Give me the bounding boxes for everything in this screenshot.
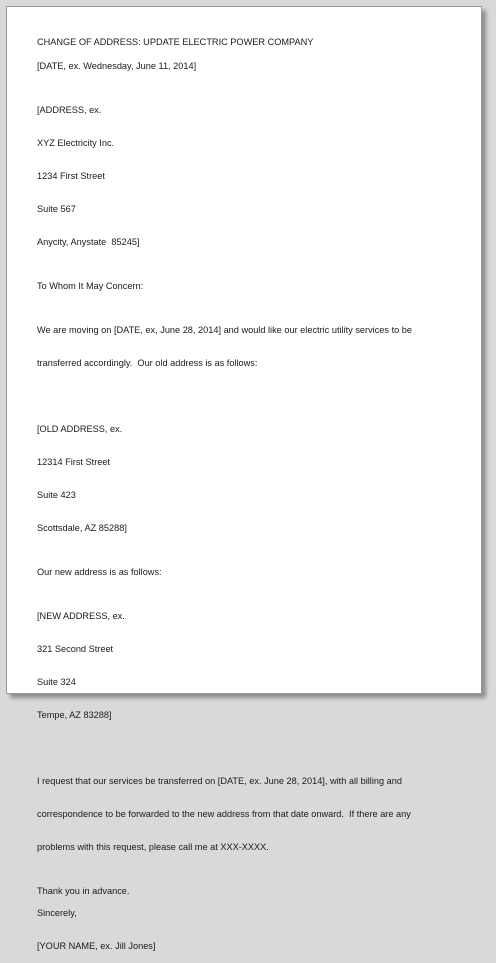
new-address-line: Suite 324 <box>37 677 76 687</box>
recipient-line: 1234 First Street <box>37 171 105 181</box>
signature-gap <box>37 930 467 941</box>
new-address-line: Tempe, AZ 83288] <box>37 710 112 720</box>
request-paragraph <box>37 754 467 875</box>
old-address-line: Suite 423 <box>37 490 76 500</box>
recipient-line: XYZ Electricity Inc. <box>37 138 115 148</box>
thanks-line: Thank you in advance. <box>37 886 130 896</box>
letter-body <box>37 37 467 963</box>
intro-line: We are moving on [DATE, ex, June 28, 2014] and would like our electric utility services to be <box>37 325 412 335</box>
recipient-line: Anycity, Anystate 85245] <box>37 237 140 247</box>
recipient-line: [ADDRESS, ex. <box>37 105 102 115</box>
new-address <box>37 589 467 743</box>
recipient-line: Suite 567 <box>37 204 76 214</box>
request-line: I request that our services be transferred on [DATE, ex. June 28, 2014], with all billing and <box>37 776 402 786</box>
new-address-intro: Our new address is as follows: <box>37 567 162 577</box>
old-address-line: Scottsdale, AZ 85288] <box>37 523 127 533</box>
new-address-line: [NEW ADDRESS, ex. <box>37 611 125 621</box>
old-address-line: 12314 First Street <box>37 457 111 467</box>
recipient-address <box>37 83 467 270</box>
old-address-line: [OLD ADDRESS, ex. <box>37 424 123 434</box>
new-address-line: 321 Second Street <box>37 644 114 654</box>
intro-paragraph <box>37 303 467 391</box>
letter-date: [DATE, ex. Wednesday, June 11, 2014] <box>37 61 197 71</box>
letter-heading: CHANGE OF ADDRESS: UPDATE ELECTRIC POWER COMPANY <box>37 37 314 47</box>
salutation: To Whom It May Concern: <box>37 281 144 291</box>
request-line: problems with this request, please call me at XXX-XXXX. <box>37 842 269 852</box>
old-address <box>37 402 467 556</box>
intro-line: transferred accordingly. Our old address is as follows: <box>37 358 258 368</box>
document-page <box>6 6 482 951</box>
signature-name: [YOUR NAME, ex. Jill Jones] <box>37 941 156 951</box>
closing-line: Sincerely, <box>37 908 77 918</box>
request-line: correspondence to be forwarded to the new address from that date onward. If there are any <box>37 809 411 819</box>
